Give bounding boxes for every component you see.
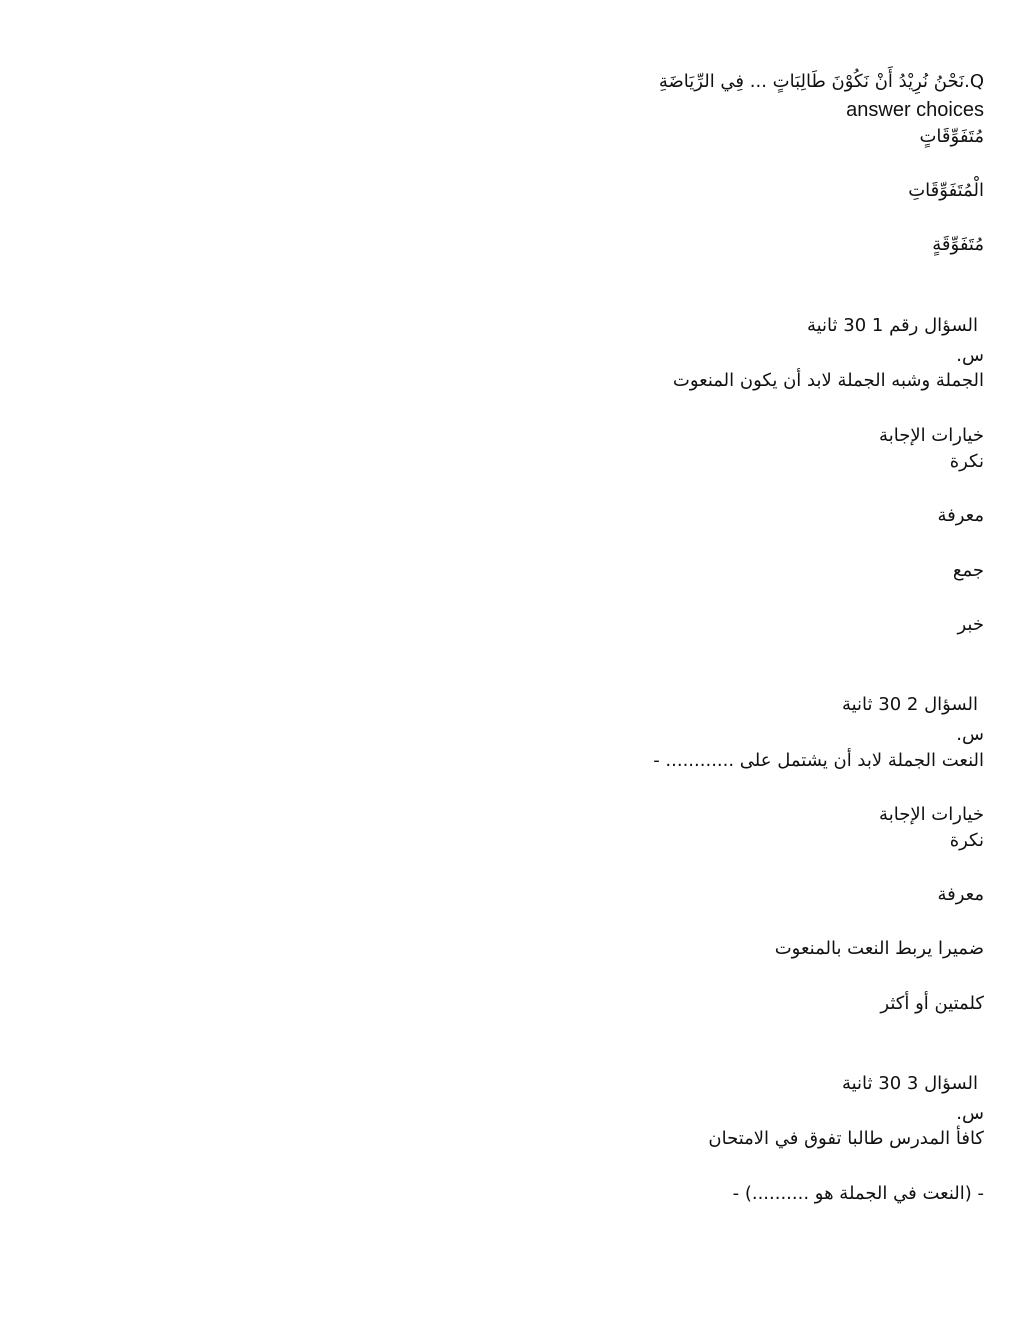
question-header: السؤال رقم 1 30 ثانية (806, 315, 978, 336)
answer-choice: خبر (957, 614, 984, 635)
question-prefix: س. (956, 345, 984, 366)
question-prefix: س. (956, 724, 984, 745)
answer-choice: كلمتين أو أكثر (880, 993, 984, 1014)
question-text: Q.نَحْنُ نُرِيْدُ أَنْ نَكُوْنَ طَالِبَاتٍ ... فِي الرِّيَاضَةِ (658, 71, 984, 92)
answer-choice: نكرة (949, 830, 984, 851)
question-header: السؤال 2 30 ثانية (841, 694, 978, 715)
question-text: النعت الجملة لابد أن يشتمل على ............ - (653, 750, 984, 771)
answer-choices-label: answer choices (846, 99, 984, 121)
question-text: الجملة وشبه الجملة لابد أن يكون المنعوت (672, 370, 984, 391)
question-prefix: س. (956, 1103, 984, 1124)
question-header: السؤال 3 30 ثانية (841, 1073, 978, 1094)
answer-choices-label: خيارات الإجابة (879, 804, 984, 825)
answer-choice: نكرة (949, 451, 984, 472)
answer-choice: مُتَفَوِّقَاتٍ (919, 126, 984, 147)
question-text: كافأ المدرس طالبا تفوق في الامتحان (708, 1128, 984, 1149)
answer-choice: الْمُتَفَوِّقَاتِ (908, 180, 984, 201)
answer-choice: مُتَفَوِّقَةٍ (932, 234, 984, 255)
answer-choice: جمع (952, 560, 984, 581)
answer-choice: معرفة (937, 505, 984, 526)
answer-choices-label: خيارات الإجابة (879, 425, 984, 446)
answer-choice: ضميرا يربط النعت بالمنعوت (774, 938, 984, 959)
answer-choice: معرفة (937, 884, 984, 905)
question-subtext: - (النعت في الجملة هو ..........) - (732, 1183, 984, 1204)
